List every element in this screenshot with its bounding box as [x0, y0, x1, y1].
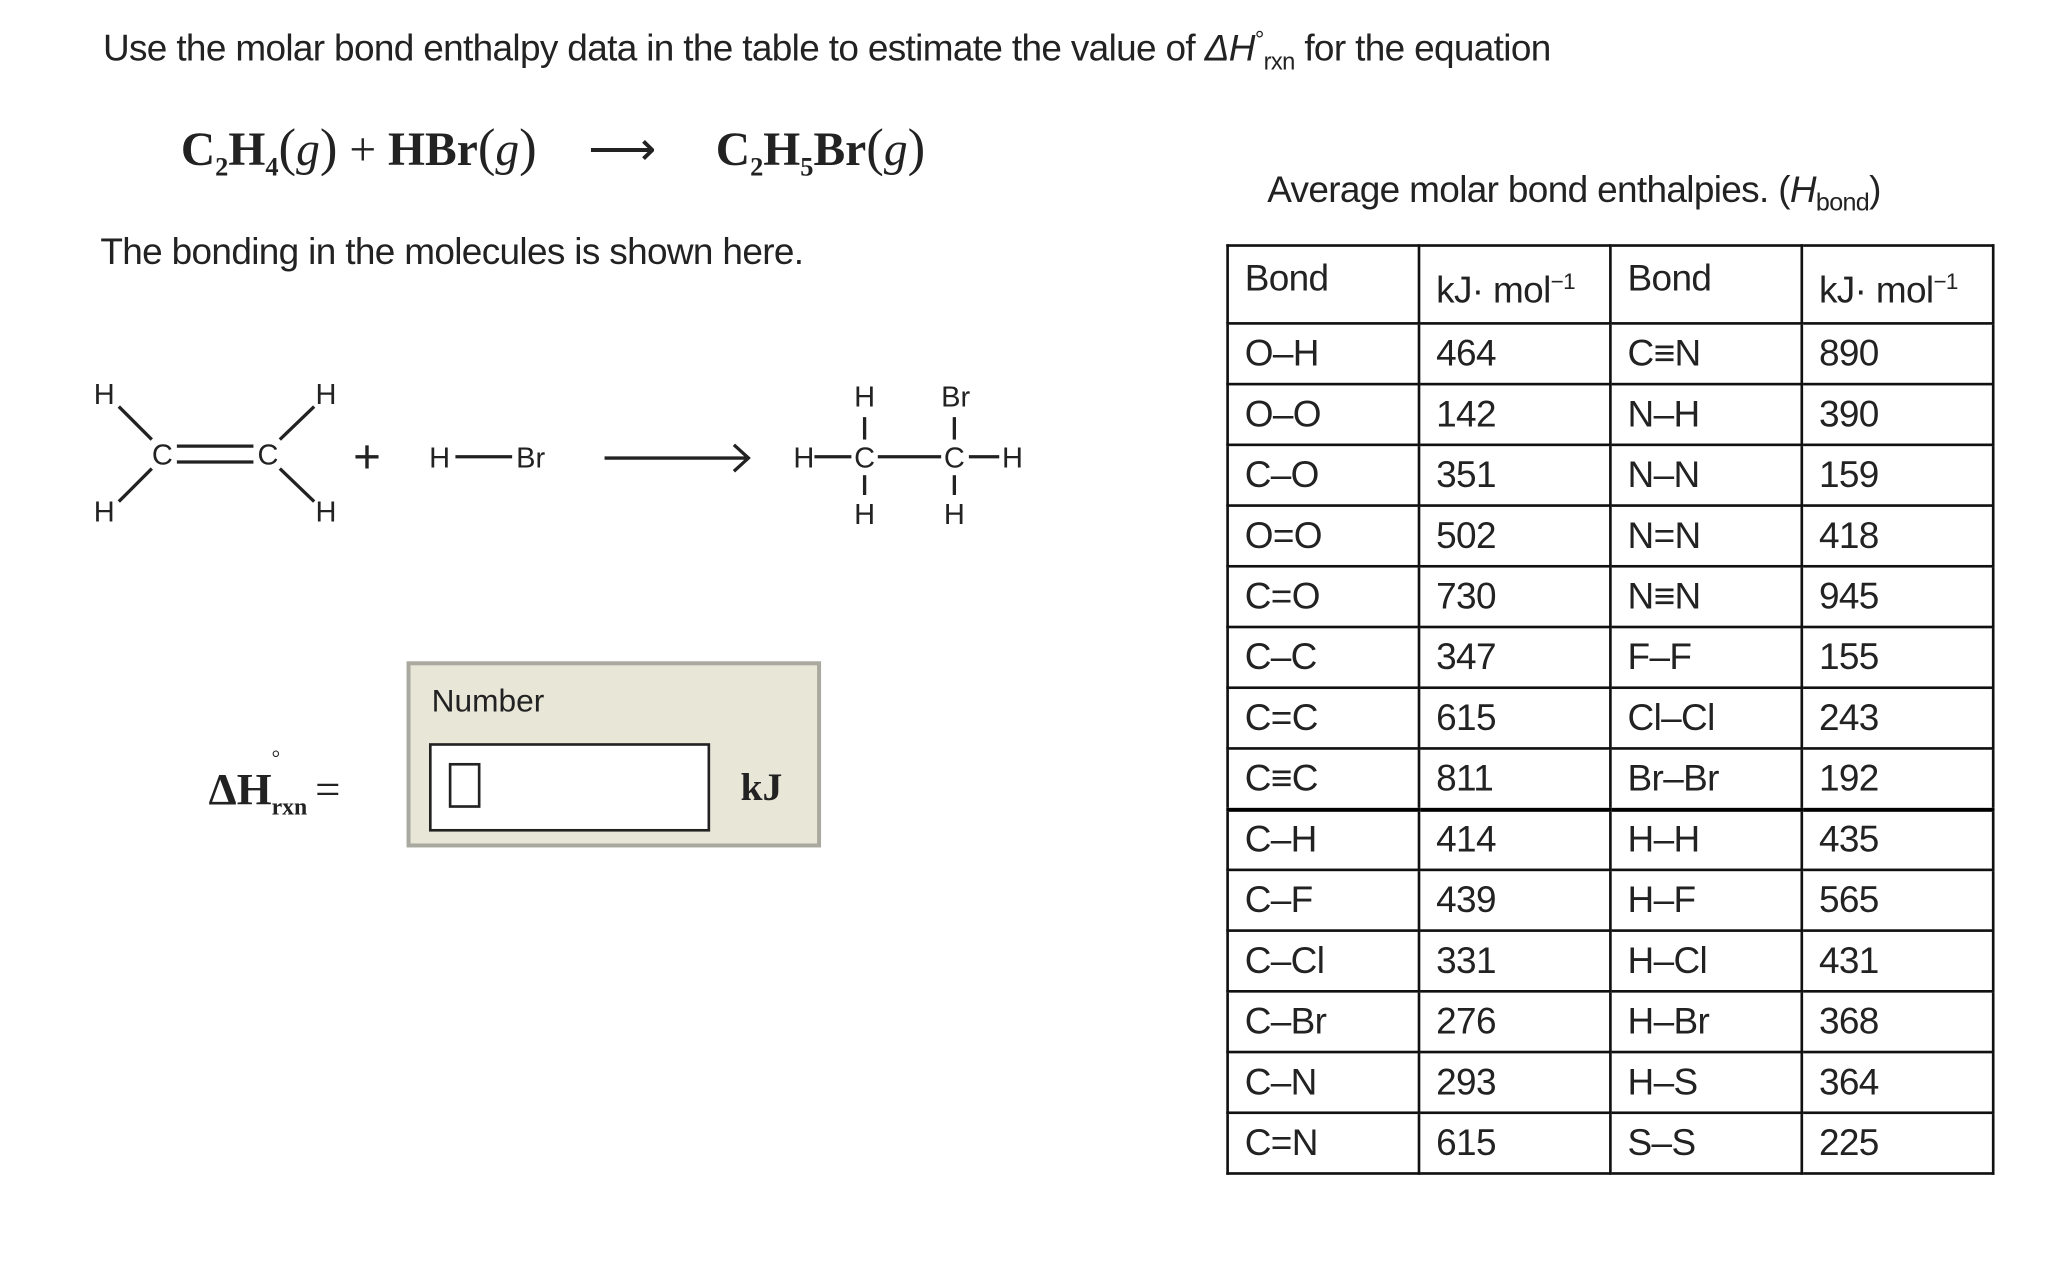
bond-cell: H–F — [1610, 870, 1801, 931]
table-row — [1228, 688, 1994, 749]
prompt-text: Use the molar bond enthalpy data in the table to estimate the value of — [102, 27, 1205, 69]
header-unit — [1802, 246, 1993, 324]
eq-sub: 5 — [800, 153, 814, 183]
bond-cell: C≡C — [1228, 748, 1419, 809]
eq-sub: 4 — [265, 153, 279, 183]
bond-cell: C–Cl — [1228, 931, 1419, 992]
bond-cell: H–Cl — [1610, 931, 1801, 992]
bond-cell: F–F — [1610, 627, 1801, 688]
enthalpy-cell: 439 — [1419, 870, 1610, 931]
bond-cell: O–O — [1228, 384, 1419, 445]
enthalpy-cell: 243 — [1802, 688, 1993, 749]
enthalpy-cell: 945 — [1802, 566, 1993, 627]
table-title — [1267, 169, 1881, 219]
eq-state: g — [883, 122, 908, 176]
atom-c: C — [151, 439, 173, 472]
enthalpy-cell: 159 — [1802, 445, 1993, 506]
eq-state: g — [296, 122, 320, 176]
table-row — [1228, 870, 1994, 931]
table-row — [1228, 1113, 1994, 1174]
eq-sub: 2 — [215, 153, 229, 183]
bond-cell: C–N — [1228, 1052, 1419, 1113]
bond-cell: H–S — [1610, 1052, 1801, 1113]
equals-sign: = — [315, 765, 341, 815]
atom-h: H — [854, 381, 876, 414]
bond-enthalpy-table — [1226, 244, 1994, 1175]
eq-text: Br — [813, 122, 867, 176]
answer-input[interactable] — [429, 743, 710, 831]
atom-h: H — [429, 442, 451, 475]
enthalpy-cell: 615 — [1419, 1113, 1610, 1174]
eq-text: H — [228, 122, 266, 176]
table-row — [1228, 445, 1994, 506]
bond-cell: H–Br — [1610, 991, 1801, 1052]
enthalpy-cell: 890 — [1802, 323, 1993, 384]
atom-br: Br — [516, 442, 546, 475]
enthalpy-cell: 730 — [1419, 566, 1610, 627]
unit-exp: −1 — [1550, 268, 1575, 294]
atom-h: H — [93, 496, 115, 529]
enthalpy-cell: 464 — [1419, 323, 1610, 384]
bond-cell: C=O — [1228, 566, 1419, 627]
answer-label — [208, 747, 341, 821]
degree: ° — [1254, 26, 1264, 53]
bond-cell: C–Br — [1228, 991, 1419, 1052]
degree: ° — [271, 747, 281, 770]
enthalpy-cell: 431 — [1802, 931, 1993, 992]
atom-h: H — [93, 378, 115, 411]
eq-sub: 2 — [750, 153, 764, 183]
table-row — [1228, 627, 1994, 688]
unit-text: kJ· mol — [1436, 269, 1551, 311]
atom-c: C — [943, 442, 965, 475]
enthalpy-cell: 331 — [1419, 931, 1610, 992]
plus-sign: + — [353, 430, 381, 484]
rxn-sub: rxn — [271, 793, 308, 820]
table-row — [1228, 931, 1994, 992]
enthalpy-cell: 142 — [1419, 384, 1610, 445]
bond-cell: S–S — [1610, 1113, 1801, 1174]
title-h: H — [1789, 168, 1816, 210]
rxn-sub: rxn — [1263, 48, 1295, 75]
enthalpy-cell: 155 — [1802, 627, 1993, 688]
table-row — [1228, 1052, 1994, 1113]
delta-h: ΔH — [208, 765, 272, 815]
atom-br: Br — [941, 381, 971, 414]
eq-arrow: ⟶ — [588, 122, 657, 176]
table-row — [1228, 506, 1994, 567]
table-row — [1228, 991, 1994, 1052]
bond-cell: Cl–Cl — [1610, 688, 1801, 749]
enthalpy-cell: 347 — [1419, 627, 1610, 688]
unit-label: kJ — [740, 765, 783, 810]
header-bond: Bond — [1610, 246, 1801, 324]
enthalpy-cell: 565 — [1802, 870, 1993, 931]
atom-c: C — [257, 439, 279, 472]
bond-cell: C≡N — [1610, 323, 1801, 384]
bonding-note: The bonding in the molecules is shown here. — [100, 231, 804, 272]
number-label: Number — [431, 683, 545, 720]
bond-cell: C–F — [1228, 870, 1419, 931]
bond-cell: N–N — [1610, 445, 1801, 506]
unit-exp: −1 — [1933, 268, 1958, 294]
enthalpy-cell: 811 — [1419, 748, 1610, 809]
atom-h: H — [315, 378, 337, 411]
table-row — [1228, 566, 1994, 627]
delta-h: ΔH — [1204, 27, 1255, 69]
eq-text: C — [180, 122, 216, 176]
bond-cell: C–O — [1228, 445, 1419, 506]
title-sub: bond — [1815, 189, 1870, 218]
atom-h: H — [793, 442, 815, 475]
bond-cell: C–H — [1228, 809, 1419, 870]
bond-cell: C=N — [1228, 1113, 1419, 1174]
eq-text: C — [715, 122, 751, 176]
table-row — [1228, 809, 1994, 870]
bond-cell: N≡N — [1610, 566, 1801, 627]
atom-h: H — [854, 499, 876, 532]
enthalpy-cell: 390 — [1802, 384, 1993, 445]
enthalpy-cell: 225 — [1802, 1113, 1993, 1174]
bond-cell: Br–Br — [1610, 748, 1801, 809]
atom-h: H — [943, 499, 965, 532]
input-cursor — [449, 763, 481, 808]
molecule-diagram — [0, 0, 1056, 554]
enthalpy-cell: 418 — [1802, 506, 1993, 567]
table-row — [1228, 384, 1994, 445]
bond-cell: O=O — [1228, 506, 1419, 567]
enthalpy-cell: 364 — [1802, 1052, 1993, 1113]
enthalpy-cell: 276 — [1419, 991, 1610, 1052]
enthalpy-cell: 293 — [1419, 1052, 1610, 1113]
enthalpy-cell: 502 — [1419, 506, 1610, 567]
enthalpy-cell: 351 — [1419, 445, 1610, 506]
bond-cell: C–C — [1228, 627, 1419, 688]
atom-h: H — [315, 496, 337, 529]
answer-box — [407, 661, 821, 847]
title-close: ) — [1869, 168, 1881, 210]
bond-cell: H–H — [1610, 809, 1801, 870]
enthalpy-cell: 615 — [1419, 688, 1610, 749]
table-header-row — [1228, 246, 1994, 324]
bond-cell: O–H — [1228, 323, 1419, 384]
table-row — [1228, 323, 1994, 384]
prompt-text-end: for the equation — [1294, 27, 1551, 69]
enthalpy-cell: 368 — [1802, 991, 1993, 1052]
enthalpy-cell: 435 — [1802, 809, 1993, 870]
eq-text: H — [763, 122, 801, 176]
eq-text: HBr — [388, 122, 478, 176]
table-row — [1228, 748, 1994, 809]
bond-cell: N–H — [1610, 384, 1801, 445]
enthalpy-cell: 414 — [1419, 809, 1610, 870]
unit-text: kJ· mol — [1818, 269, 1934, 311]
enthalpy-cell: 192 — [1802, 748, 1993, 809]
header-bond: Bond — [1228, 246, 1419, 324]
reaction-equation: $C_2H_4(g) + HBr(g)$ ⟶ $C_2H_5Br(g)$ — [180, 117, 926, 183]
eq-state: g — [495, 122, 520, 176]
atom-h: H — [1001, 442, 1023, 475]
bond-cell: N=N — [1610, 506, 1801, 567]
atom-c: C — [854, 442, 876, 475]
title-text: Average molar bond enthalpies. ( — [1267, 168, 1790, 210]
header-unit — [1419, 246, 1610, 324]
bond-cell: C=C — [1228, 688, 1419, 749]
eq-plus: + — [349, 122, 377, 176]
